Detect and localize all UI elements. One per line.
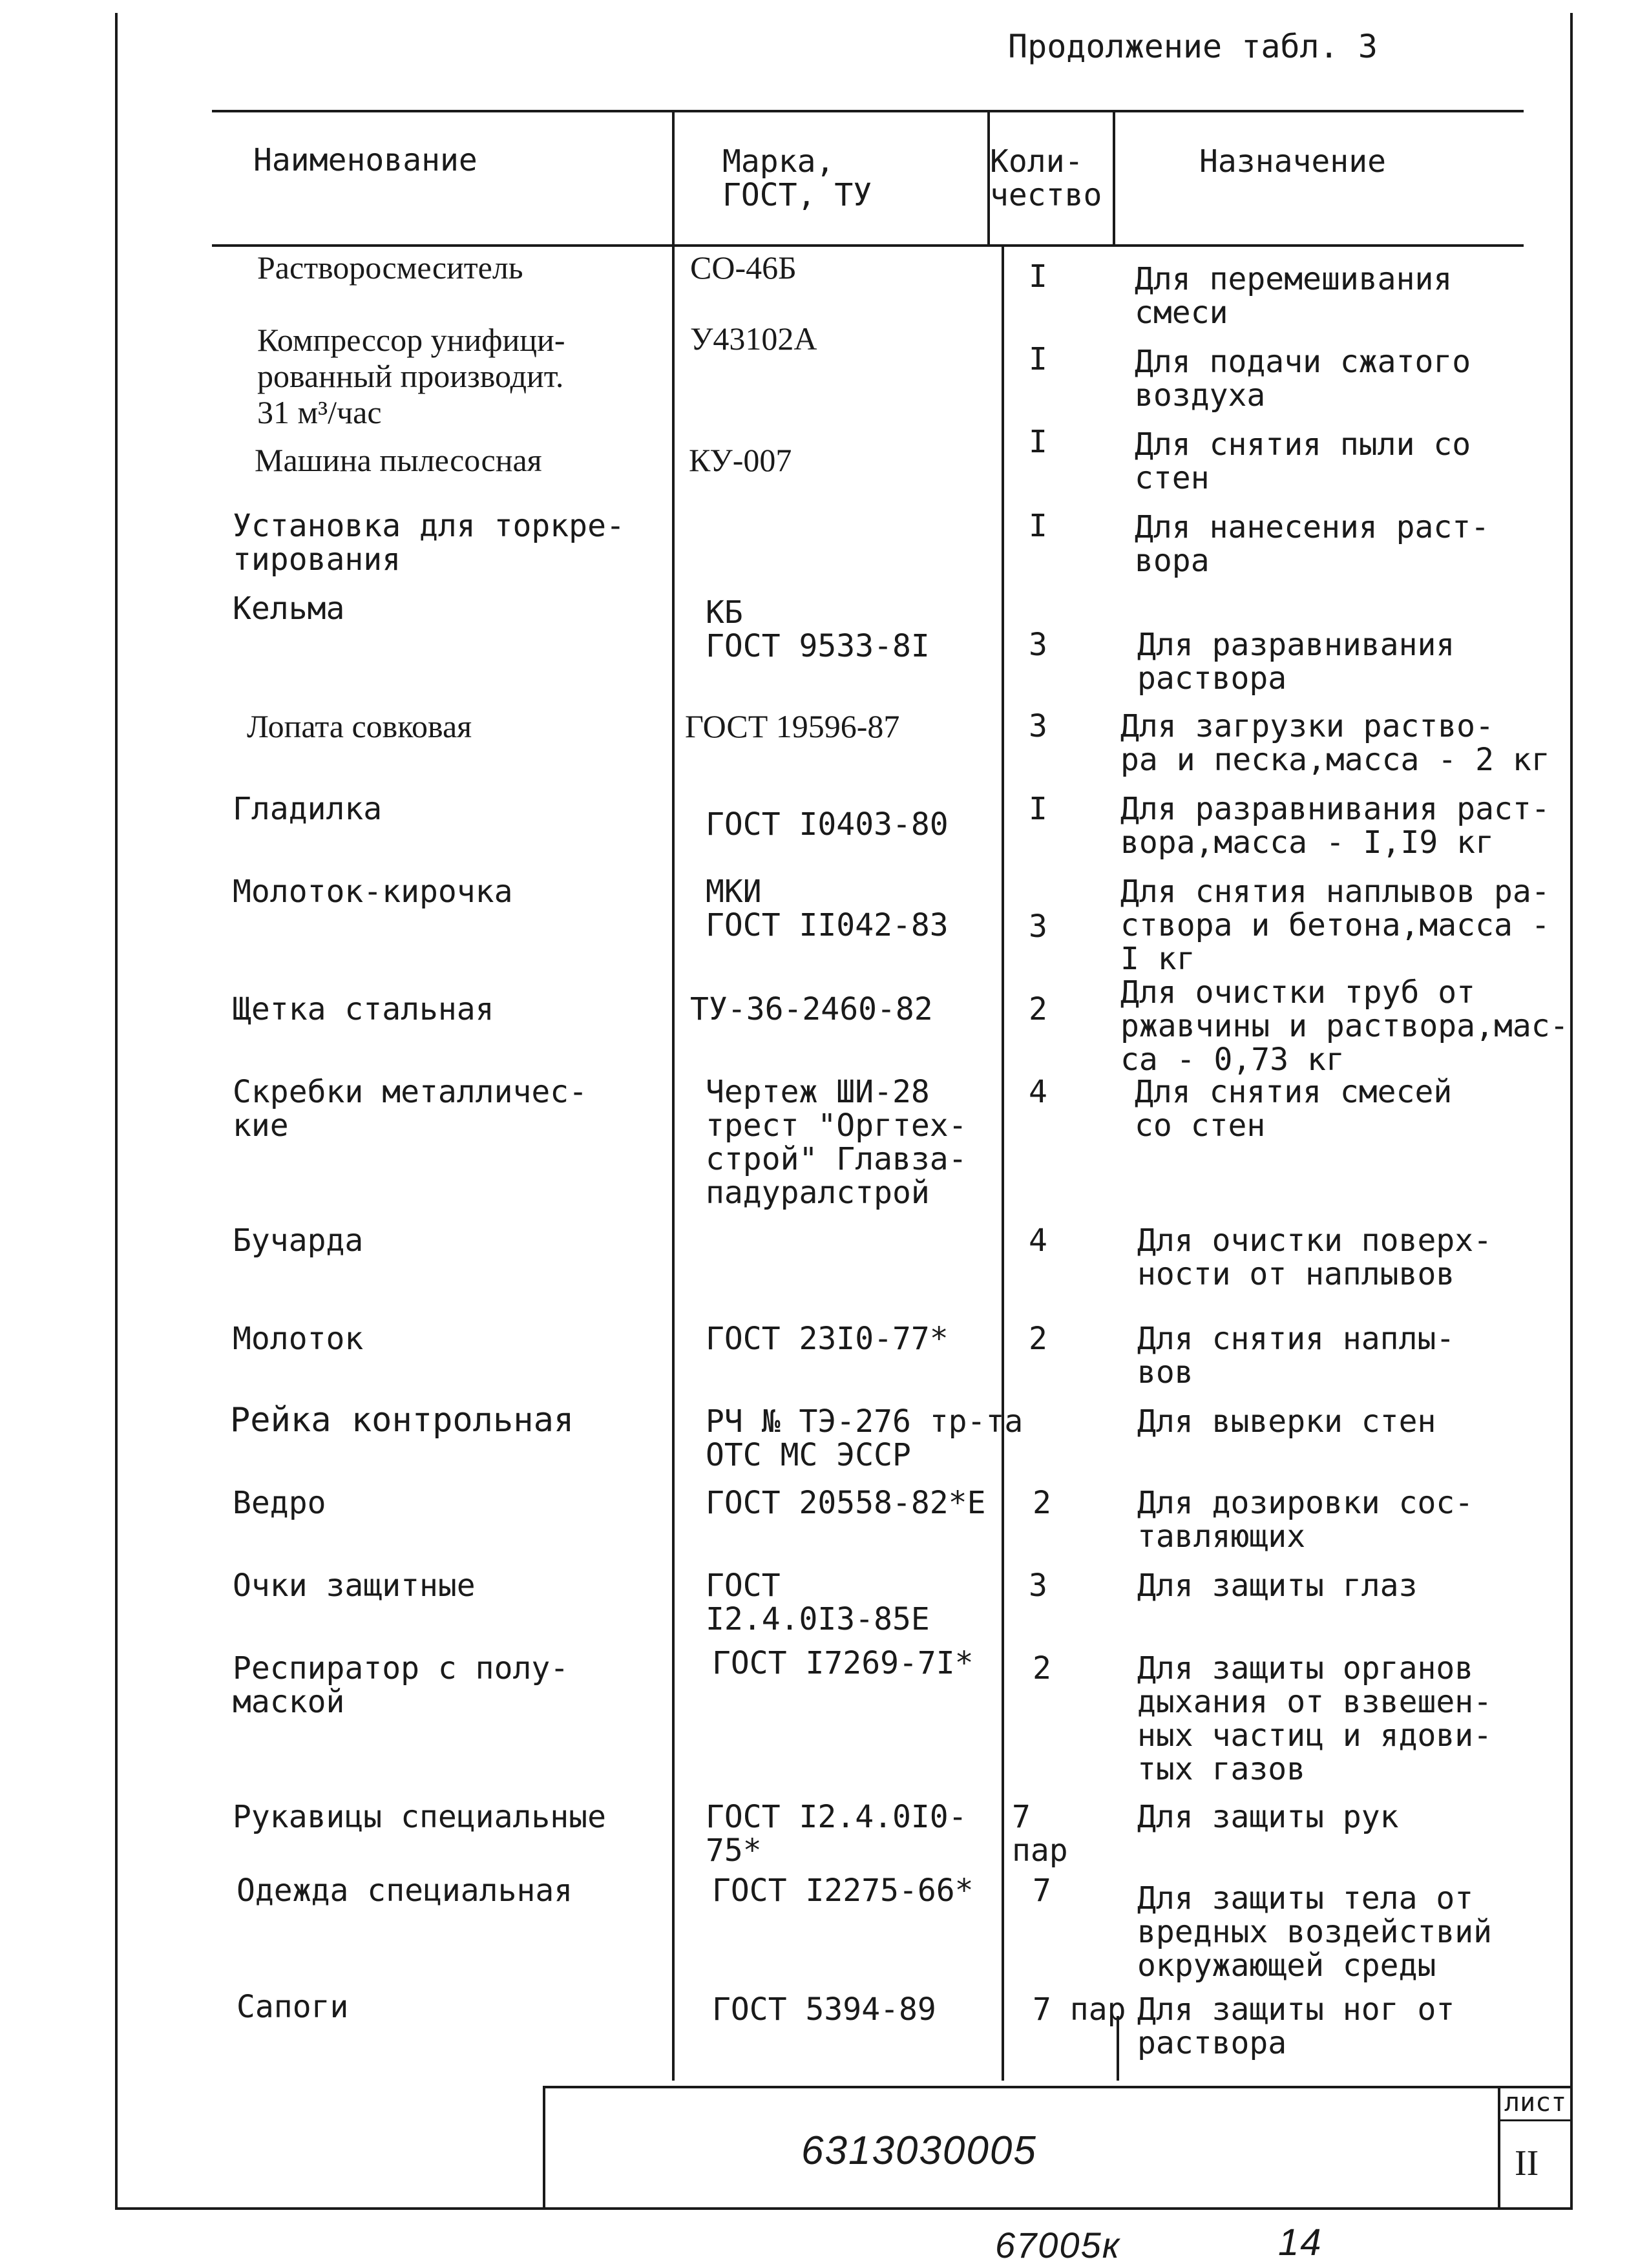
row-mark: ТУ-36-2460-82 — [690, 991, 933, 1027]
continuation-title: Продолжение табл. 3 — [1008, 28, 1378, 65]
row-mark: ГОСТ I2275-66* — [712, 1873, 974, 1909]
row-purpose: Для разравнивания раствора — [1137, 627, 1455, 697]
row-mark: КУ-007 — [689, 442, 792, 478]
row-purpose: Для дозировки сос- тавляющих — [1137, 1485, 1474, 1555]
row-name: Очки защитные — [233, 1568, 476, 1604]
row-purpose: Для снятия наплывов ра- створа и бетона,масса - I кг — [1120, 874, 1550, 977]
col-divider-3 — [1113, 111, 1115, 246]
col-divider-1 — [672, 111, 675, 2081]
row-qty: 3 — [1029, 708, 1047, 744]
row-mark: ГОСТ 19596-87 — [685, 708, 900, 744]
row-qty: 2 — [1033, 1485, 1051, 1521]
frame-right-border — [1570, 13, 1573, 2210]
row-qty: 3 — [1029, 1568, 1047, 1604]
row-mark: КБ ГОСТ 9533-8I — [706, 594, 930, 664]
row-mark: ГОСТ I0403-80 — [706, 806, 949, 843]
row-purpose: Для перемешивания смеси — [1135, 261, 1453, 331]
stamp-sheet-label-rule — [1498, 2119, 1573, 2121]
row-mark: ГОСТ 20558-82*Е — [706, 1485, 986, 1521]
row-purpose: Для выверки стен — [1137, 1403, 1436, 1440]
row-mark: ГОСТ I7269-7I* — [712, 1645, 974, 1681]
stamp-sheet-number: II — [1515, 2143, 1539, 2183]
row-purpose: Для снятия наплы- вов — [1137, 1321, 1455, 1391]
row-qty: I — [1029, 791, 1047, 827]
row-name: Одежда специальная — [236, 1873, 573, 1909]
row-mark: ГОСТ 23I0-77* — [706, 1321, 949, 1357]
row-name: Молоток-кирочка — [233, 874, 513, 910]
row-name: Рукавицы специальные — [233, 1799, 606, 1835]
header-qty: Коли- чество — [990, 143, 1102, 213]
row-purpose: Для разравнивания раст- вора,масса - I,I9 кг — [1120, 791, 1550, 861]
footer-archive-number: 67005к — [995, 2225, 1121, 2265]
row-qty: 2 — [1029, 1321, 1047, 1357]
row-mark: У43102А — [690, 320, 817, 357]
row-qty: 4 — [1029, 1223, 1047, 1259]
header-mark: Марка, ГОСТ, ТУ — [722, 143, 872, 213]
row-qty: 7 пар — [1033, 1991, 1126, 2028]
row-name: Лопата совковая — [247, 708, 472, 744]
row-purpose: Для подачи сжатого воздуха — [1135, 344, 1471, 414]
row-purpose: Для нанесения раст- вора — [1135, 509, 1490, 579]
col-divider-2-body — [1002, 246, 1004, 2081]
row-qty: 2 — [1029, 991, 1047, 1027]
row-name: Скребки металличес- кие — [233, 1074, 588, 1144]
row-qty: 2 — [1033, 1650, 1051, 1686]
footer-page-number: 14 — [1278, 2221, 1323, 2263]
row-name: Ведро — [233, 1485, 326, 1521]
row-qty: 4 — [1029, 1074, 1047, 1110]
row-name: Растворосмеситель — [257, 249, 523, 286]
row-qty: I — [1029, 341, 1047, 377]
frame-left-border — [115, 13, 118, 2210]
header-bottom-rule — [212, 244, 1524, 247]
row-purpose: Для снятия пыли со стен — [1135, 426, 1471, 496]
row-mark: ГОСТ 5394-89 — [712, 1991, 936, 2028]
row-mark: МКИ ГОСТ II042-83 — [706, 874, 949, 943]
row-name: Кельма — [233, 591, 345, 627]
stamp-bottom-rule — [115, 2207, 1573, 2210]
row-name: Бучарда — [233, 1223, 364, 1259]
stamp-top-rule — [543, 2086, 1573, 2088]
stamp-sheet-label: лист — [1504, 2088, 1567, 2117]
stamp-doc-number: 6313030005 — [801, 2128, 1037, 2173]
row-qty: I — [1029, 424, 1047, 460]
row-name: Сапоги — [236, 1989, 349, 2025]
row-mark: СО-46Б — [690, 249, 797, 286]
row-qty: I — [1029, 508, 1047, 544]
row-purpose: Для защиты рук — [1137, 1799, 1399, 1835]
row-qty: 7 пар — [1012, 1799, 1068, 1869]
row-mark: ГОСТ I2.4.0I0- 75* — [706, 1799, 967, 1869]
header-purpose: Назначение — [1199, 143, 1386, 180]
row-purpose: Для очистки поверх- ности от наплывов — [1137, 1223, 1493, 1292]
row-purpose: Для защиты глаз — [1137, 1568, 1418, 1604]
row-qty: 3 — [1029, 627, 1047, 663]
row-purpose: Для защиты ног от раствора — [1137, 1991, 1455, 2061]
row-mark: Чертеж ШИ-28 трест "Оргтех- строй" Главза- падуралстрой — [706, 1074, 967, 1211]
row-name: Гладилка — [233, 791, 383, 827]
stamp-left-rule — [543, 2086, 545, 2209]
row-mark: РЧ № ТЭ-276 тр-та ОТС МС ЭССР — [706, 1403, 1024, 1473]
row-qty: I — [1029, 258, 1047, 295]
row-name: Рейка контрольная — [230, 1401, 574, 1440]
row-name: Компрессор унифици- рованный производит. 31 м³/час — [257, 322, 565, 430]
row-name: Респиратор с полу- маской — [233, 1650, 569, 1720]
table-top-rule — [212, 110, 1524, 112]
row-purpose: Для снятия смесей со стен — [1135, 1074, 1453, 1144]
row-name: Машина пылесосная — [255, 442, 542, 478]
row-purpose: Для очистки труб от ржавчины и раствора,мас- са - 0,73 кг — [1120, 974, 1569, 1078]
row-purpose: Для защиты тела от вредных воздействий окружающей среды — [1137, 1880, 1493, 1984]
stamp-sheet-divider — [1498, 2086, 1500, 2209]
row-mark: ГОСТ I2.4.0I3-85Е — [706, 1568, 930, 1637]
row-name: Молоток — [233, 1321, 364, 1357]
row-name: Щетка стальная — [233, 991, 494, 1027]
row-purpose: Для загрузки раство- ра и песка,масса - 2 кг — [1120, 708, 1550, 778]
header-name: Наименование — [253, 142, 478, 178]
row-name: Установка для торкре- тирования — [233, 508, 625, 578]
row-purpose: Для защиты органов дыхания от взвешен- ных частиц и ядови- тых газов — [1137, 1650, 1493, 1787]
row-qty: 3 — [1029, 908, 1047, 945]
row-qty: 7 — [1033, 1873, 1051, 1909]
